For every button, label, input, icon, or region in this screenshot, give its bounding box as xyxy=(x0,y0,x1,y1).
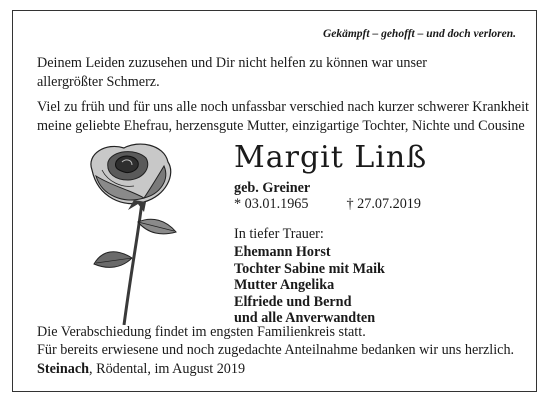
mourner-item: Elfriede und Bernd xyxy=(234,293,352,310)
place-rest: , Rödental, im August 2019 xyxy=(89,361,246,377)
mourners-list xyxy=(234,244,385,327)
mourner-item: und alle Anverwandten xyxy=(234,310,376,326)
farewell-line: Für bereits erwiesene und noch zugedachte Anteilnahme bedanken wir uns herzlich. xyxy=(37,342,515,358)
death-date: † 27.07.2019 xyxy=(346,196,421,212)
announcement-line: Viel zu früh und für uns alle noch unfassbar verschied nach kurzer schwerer Krankheit xyxy=(37,99,529,115)
life-dates xyxy=(234,196,421,213)
farewell-line: Die Verabschiedung findet im engsten Familienkreis statt. xyxy=(37,324,366,340)
mourning-label: In tiefer Trauer: xyxy=(234,226,324,242)
farewell-paragraph xyxy=(37,323,537,359)
mourner-item: Mutter Angelika xyxy=(234,277,335,293)
place-and-date xyxy=(37,361,245,378)
deceased-name: Margit Linß xyxy=(234,140,428,175)
birth-date: * 03.01.1965 xyxy=(234,196,309,212)
maiden-name: geb. Greiner xyxy=(234,180,311,196)
rose-icon xyxy=(72,140,190,325)
place-town: Steinach xyxy=(37,361,90,377)
intro-paragraph xyxy=(37,54,477,92)
intro-line: Deinem Leiden zuzusehen und Dir nicht helfen zu können war unser xyxy=(37,55,428,71)
mourner-item: Tochter Sabine mit Maik xyxy=(234,260,385,277)
announcement-line: meine geliebte Ehefrau, herzensgute Mutter, einzigartige Tochter, Nichte und Cousine xyxy=(37,118,525,134)
intro-line: allergrößter Schmerz. xyxy=(37,74,160,90)
motto: Gekämpft – gehofft – und doch verloren. xyxy=(322,28,516,40)
announcement-paragraph xyxy=(37,98,537,136)
mourner-item: Ehemann Horst xyxy=(234,244,331,260)
